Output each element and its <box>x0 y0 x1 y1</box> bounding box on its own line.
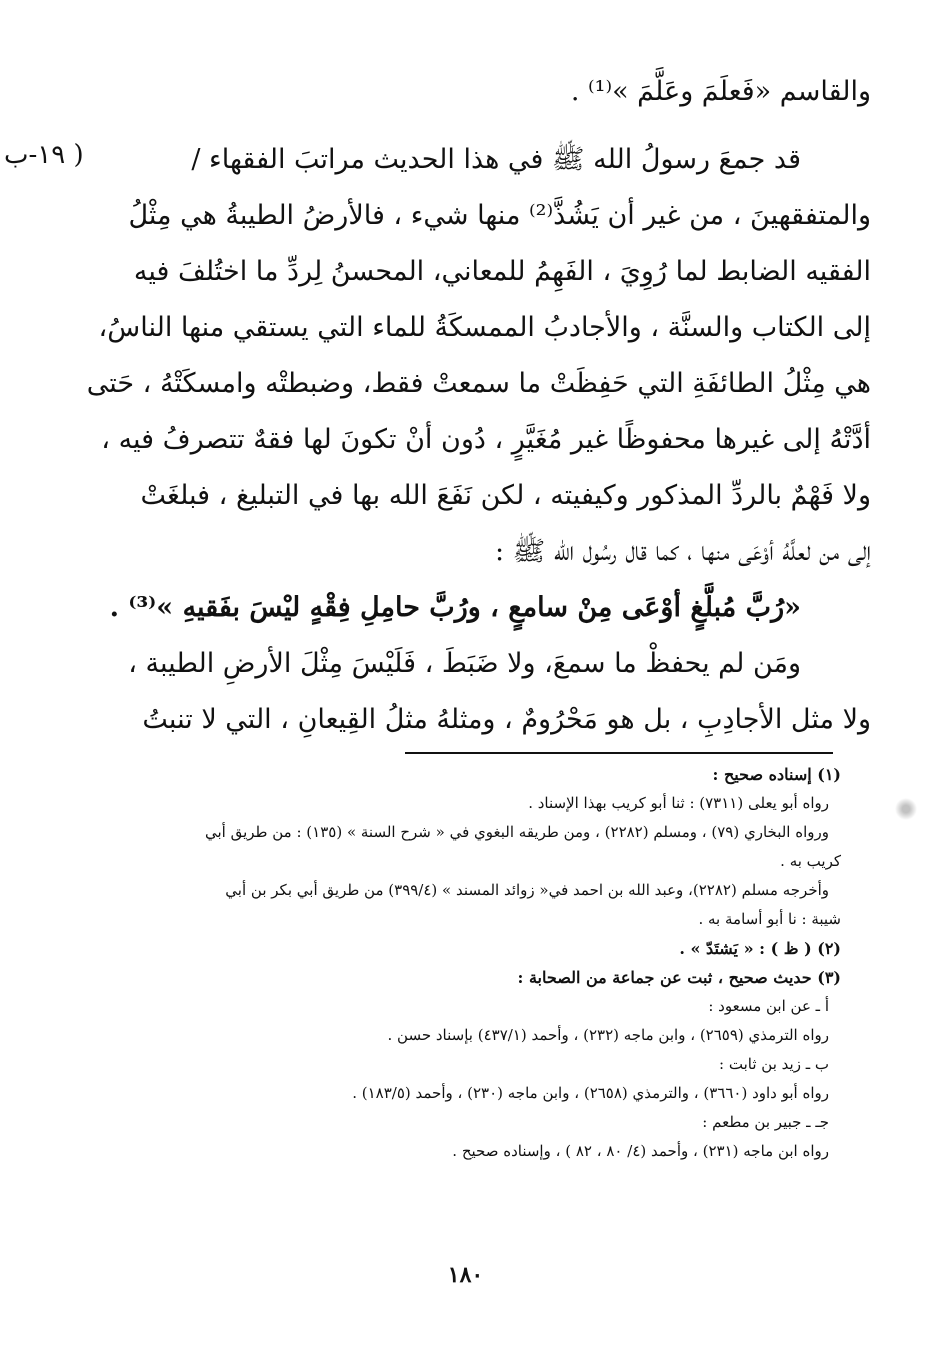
footnote-line: رواه أبو يعلى (٧٣١١) : ثنا أبو كريب بهذا الإسناد . <box>528 794 829 812</box>
body-line: هي مِثْلُ الطائفَةِ التي حَفِظَتْ ما سمعتْ فقط، وضبطتْه وامسكَتْهُ ، حَتى <box>86 368 871 399</box>
footnotes <box>90 760 841 1166</box>
footnote-separator <box>405 752 833 754</box>
footnote-line: أ ـ عن ابن مسعود : <box>708 997 829 1015</box>
body-line: ولا فَهْمٌ بالردِّ المذكور وكيفيته ، لكن نَفَعَ الله بها في التبليغ ، فبلغَتْ <box>140 480 871 511</box>
body-line: والمتفقهينَ ، من غير أن يَشُذَّ⁽²⁾ منها شيء ، فالأرضُ الطيبةُ هي مِثْلُ <box>128 200 871 231</box>
body-line: إلى الكتاب والسنَّة ، والأجادبُ الممسكَةُ للماء التي يستقي منها الناسُ، <box>98 312 871 343</box>
footnote-line: شيبة : نا أبو أسامة به . <box>698 910 841 928</box>
body-line: والقاسم «فَعلَمَ وعَلَّمَ »⁽¹⁾ . <box>570 76 871 107</box>
footnote-line: ورواه البخاري (٧٩) ، ومسلم (٢٢٨٢) ، ومن طريقه البغوي في « شرح السنة » (١٣٥) : من طريق أبي <box>204 823 829 841</box>
footnote-line: رواه ابن ماجه (٢٣١) ، وأحمد (٤/ ٨٠ ، ٨٢ ) ، وإسناده صحيح . <box>452 1142 829 1160</box>
footnote-line: ب ـ زيد بن ثابت : <box>719 1055 829 1073</box>
body-line: أدَّتْهُ إلى غيرها محفوظًا غير مُغَيَّرٍ ، دُون أنْ تكونَ لها فقهٌ تتصرفُ فيه ، <box>101 424 871 455</box>
body-line: الفقيه الضابط لما رُوِيَ ، الفَهِمُ للمعاني، المحسنُ لِردِّ ما اختُلفَ فيه <box>133 256 871 287</box>
scan-speck <box>893 796 919 822</box>
footnote-line: كريب به . <box>780 852 841 870</box>
margin-folio-note: ( ١٩-ب <box>4 140 84 170</box>
footnote-line: (١) إسناده صحيح : <box>712 765 841 784</box>
footnote-line: رواه الترمذي (٢٦٥٩) ، وابن ماجه (٢٣٢) ، وأحمد (٤٣٧/١) بإسناد حسن . <box>387 1026 829 1044</box>
body-line: ومَن لم يحفظْ ما سمعَ، ولا ضَبَطَ ، فَلَيْسَ مِثْلَ الأرضِ الطيبة ، <box>128 648 801 679</box>
footnote-line: (٣) حديث صحيح ، ثبت عن جماعة من الصحابة : <box>517 968 841 987</box>
page-number: ١٨٠ <box>447 1262 484 1288</box>
footnote-line: رواه أبو داود (٣٦٦٠) ، والترمذي (٢٦٥٨) ، وابن ماجه (٢٣٠) ، وأحمد (١٨٣/٥) . <box>352 1084 829 1102</box>
body-line: ولا مثل الأجادِبِ ، بل هو مَحْرُومٌ ، ومثلهُ مثلُ القِيعانِ ، التي لا تنبتُ <box>142 704 871 735</box>
main-text <box>40 64 871 748</box>
hadith-quote: «رُبَّ مُبلَّغٍ أوْعَى مِنْ سامعٍ ، ورُبَّ حامِلِ فِقْهٍ ليْسَ بفَقيهِ »⁽³⁾ . <box>109 592 801 623</box>
body-line: إلى من لعلَّهُ أوْعَى منها ، كما قال رسُول الله ﷺ : <box>494 536 871 567</box>
footnote-line: وأخرجه مسلم (٢٢٨٢)، وعبد الله بن احمد في« زوائد المسند » (٣٩٩/٤) من طريق أبي بكر بن أبي <box>225 881 829 899</box>
footnote-line: جـ ـ جبير بن مطعم : <box>702 1113 829 1131</box>
footnote-line: (٢) ( ظ ) : « يَشتَدّ » . <box>679 939 841 958</box>
body-line: قد جمعَ رسولُ الله ﷺ في هذا الحديث مراتبَ الفقهاء / <box>191 144 801 175</box>
